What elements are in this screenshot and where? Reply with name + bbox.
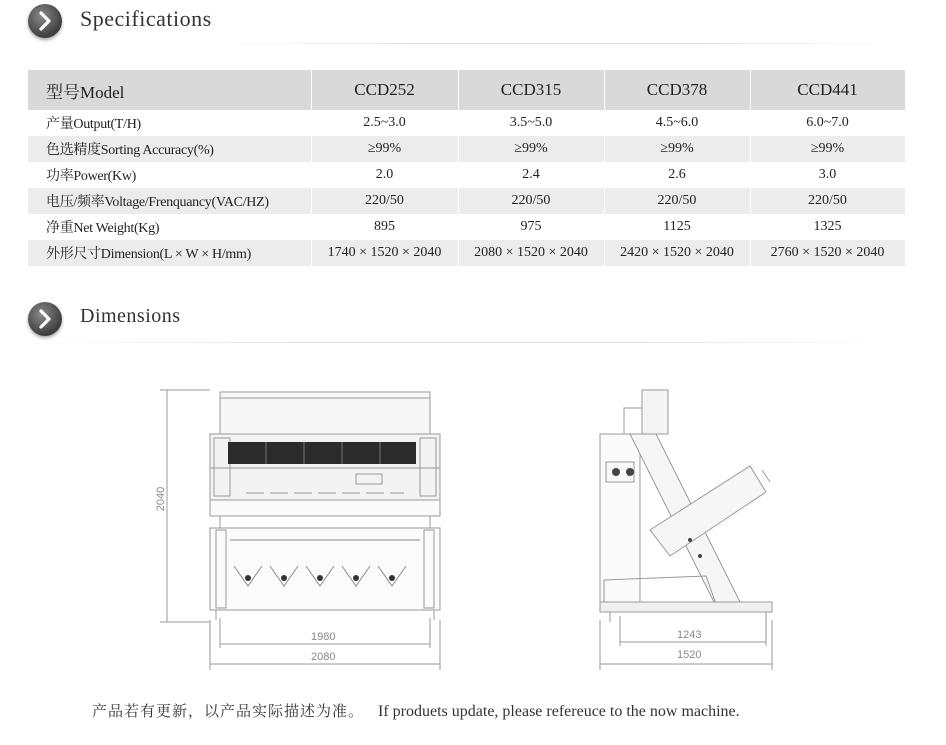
table-cell: 6.0~7.0 [750,110,905,136]
table-cell: ≥99% [750,136,905,162]
table-row [28,240,905,266]
table-cell: 2.4 [458,162,604,188]
table-cell: 2760 × 1520 × 2040 [750,240,905,266]
table-cell: 1125 [604,214,750,240]
table-cell: 1325 [750,214,905,240]
table-cell: ≥99% [458,136,604,162]
table-cell: ≥99% [311,136,458,162]
row-label: 色选精度Sorting Accuracy(%) [28,136,311,162]
table-cell: 2420 × 1520 × 2040 [604,240,750,266]
side-view-drawing [590,380,790,670]
table-cell: ≥99% [604,136,750,162]
table-cell: 2.5~3.0 [311,110,458,136]
section-divider [210,43,906,44]
chevron-right-icon [28,302,62,336]
chevron-right-icon [28,4,62,38]
front-inner-width-label: 1980 [311,631,336,643]
row-label: 净重Net Weight(Kg) [28,214,311,240]
row-label: 功率Power(Kw) [28,162,311,188]
table-cell: 1740 × 1520 × 2040 [311,240,458,266]
table-cell: 2.0 [311,162,458,188]
header-cell: CCD315 [458,70,604,110]
table-cell: 975 [458,214,604,240]
row-label: 产量Output(T/H) [28,110,311,136]
footer-note-chinese: 产品若有更新，以产品实际描述为准。 [92,702,365,720]
table-cell: 220/50 [311,188,458,214]
table-cell: 4.5~6.0 [604,110,750,136]
table-cell: 220/50 [750,188,905,214]
header-cell: CCD441 [750,70,905,110]
table-cell: 895 [311,214,458,240]
table-cell: 220/50 [604,188,750,214]
side-outer-width-label: 1520 [677,649,702,661]
footer-note [92,700,740,721]
table-row [28,162,905,188]
table-row [28,136,905,162]
table-cell: 3.0 [750,162,905,188]
header-cell: CCD378 [604,70,750,110]
front-height-label: 2040 [155,486,168,512]
section-divider [28,342,906,343]
row-label: 电压/频率Voltage/Frenquancy(VAC/HZ) [28,188,311,214]
front-outer-width-label: 2080 [311,651,336,663]
table-cell: 2.6 [604,162,750,188]
spec-table [28,70,906,266]
footer-note-english: If produets update, please refereuce to the now machine. [378,703,740,720]
row-label: 外形尺寸Dimension(L × W × H/mm) [28,240,311,266]
table-row [28,110,905,136]
table-row [28,214,905,240]
section-title-dimensions: Dimensions [80,305,181,327]
section-title-specifications: Specifications [80,6,212,31]
table-row [28,188,905,214]
header-cell: 型号Model [28,70,311,110]
front-view-drawing [150,380,450,670]
table-cell: 220/50 [458,188,604,214]
side-inner-width-label: 1243 [677,629,702,641]
table-cell: 3.5~5.0 [458,110,604,136]
table-header-row [28,70,905,110]
table-cell: 2080 × 1520 × 2040 [458,240,604,266]
header-cell: CCD252 [311,70,458,110]
